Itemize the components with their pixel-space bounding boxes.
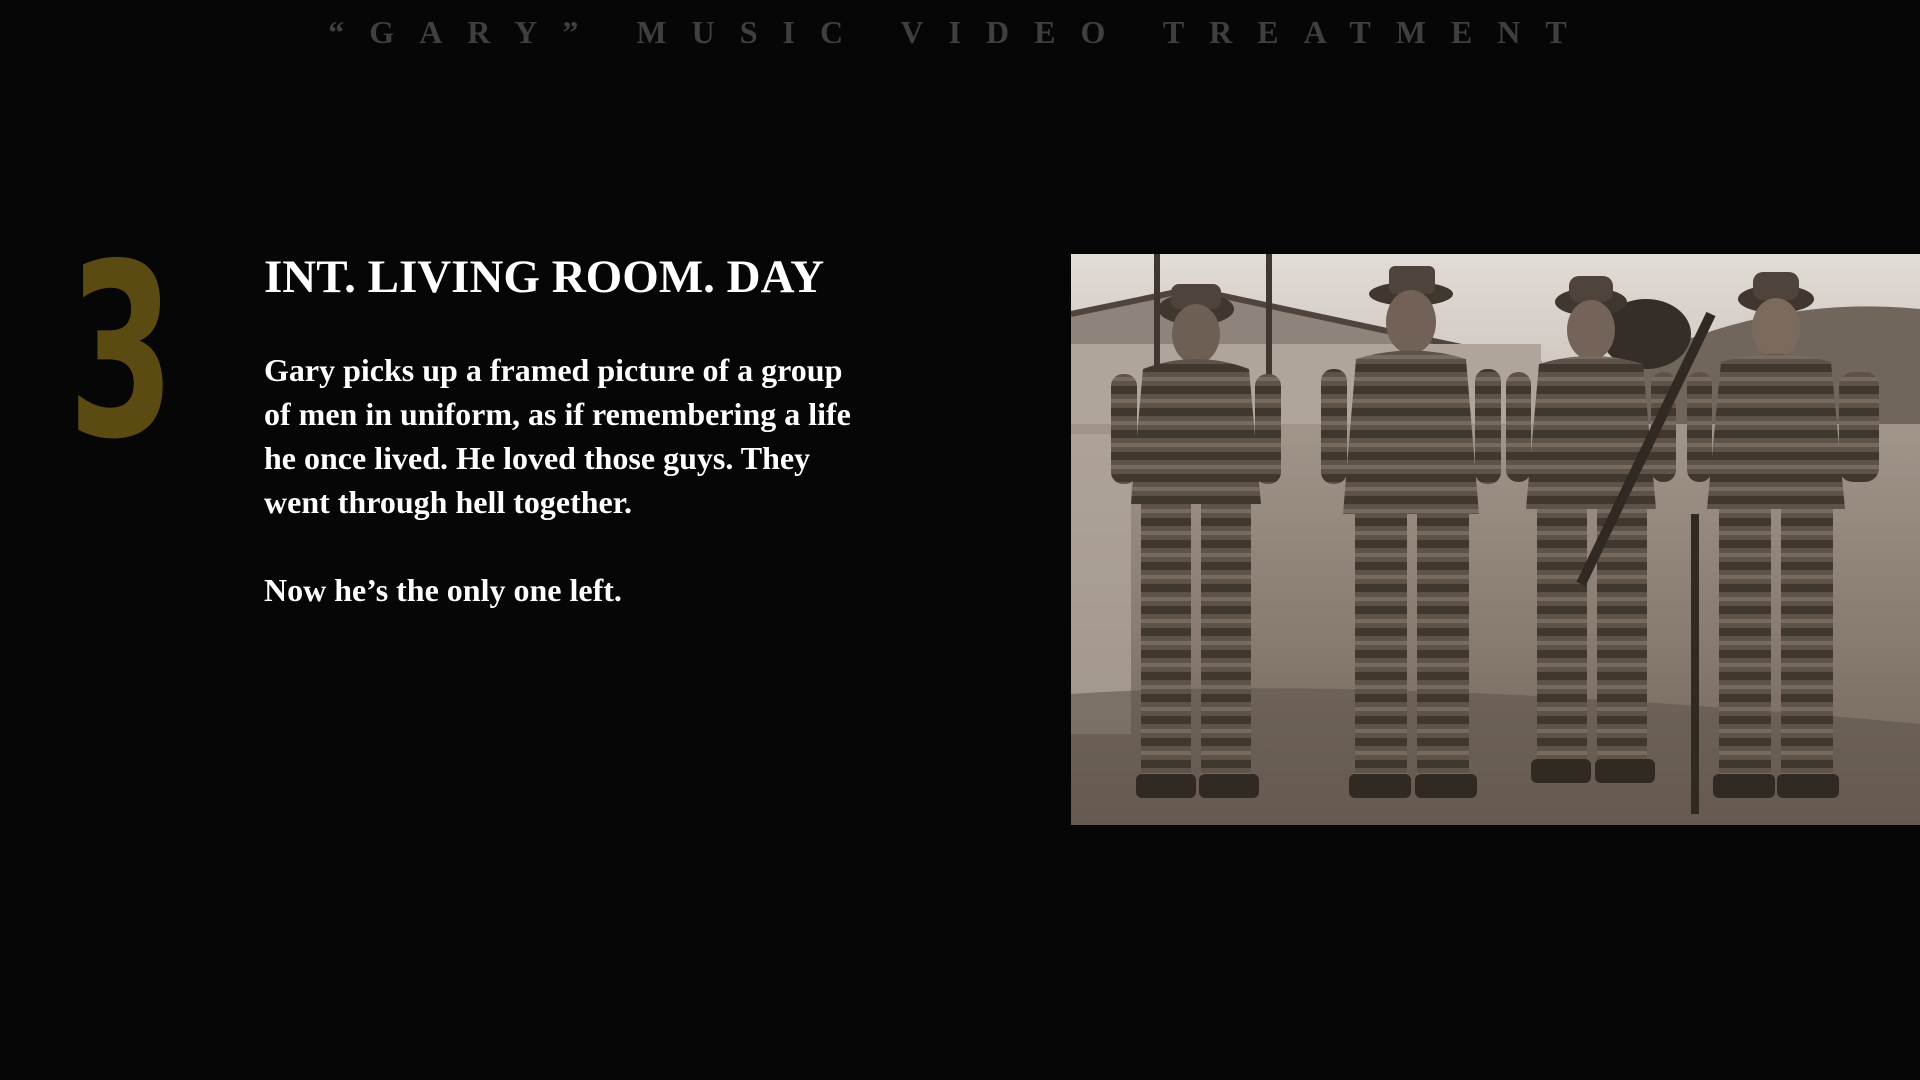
soldiers-photo-illustration — [1071, 254, 1920, 825]
scene-paragraph: Gary picks up a framed picture of a group of men in uniform, as if remembering a life he once lived. He loved those guys. They went through hell together. — [264, 352, 851, 520]
soldiers-photo — [1071, 254, 1920, 825]
scene-heading: INT. LIVING ROOM. DAY — [264, 251, 825, 303]
scene-number: 3 — [68, 212, 175, 492]
scene-description — [264, 348, 864, 656]
scene-paragraph: Now he’s the only one left. — [264, 572, 622, 608]
document-header: “GARY” MUSIC VIDEO TREATMENT — [328, 14, 1592, 50]
